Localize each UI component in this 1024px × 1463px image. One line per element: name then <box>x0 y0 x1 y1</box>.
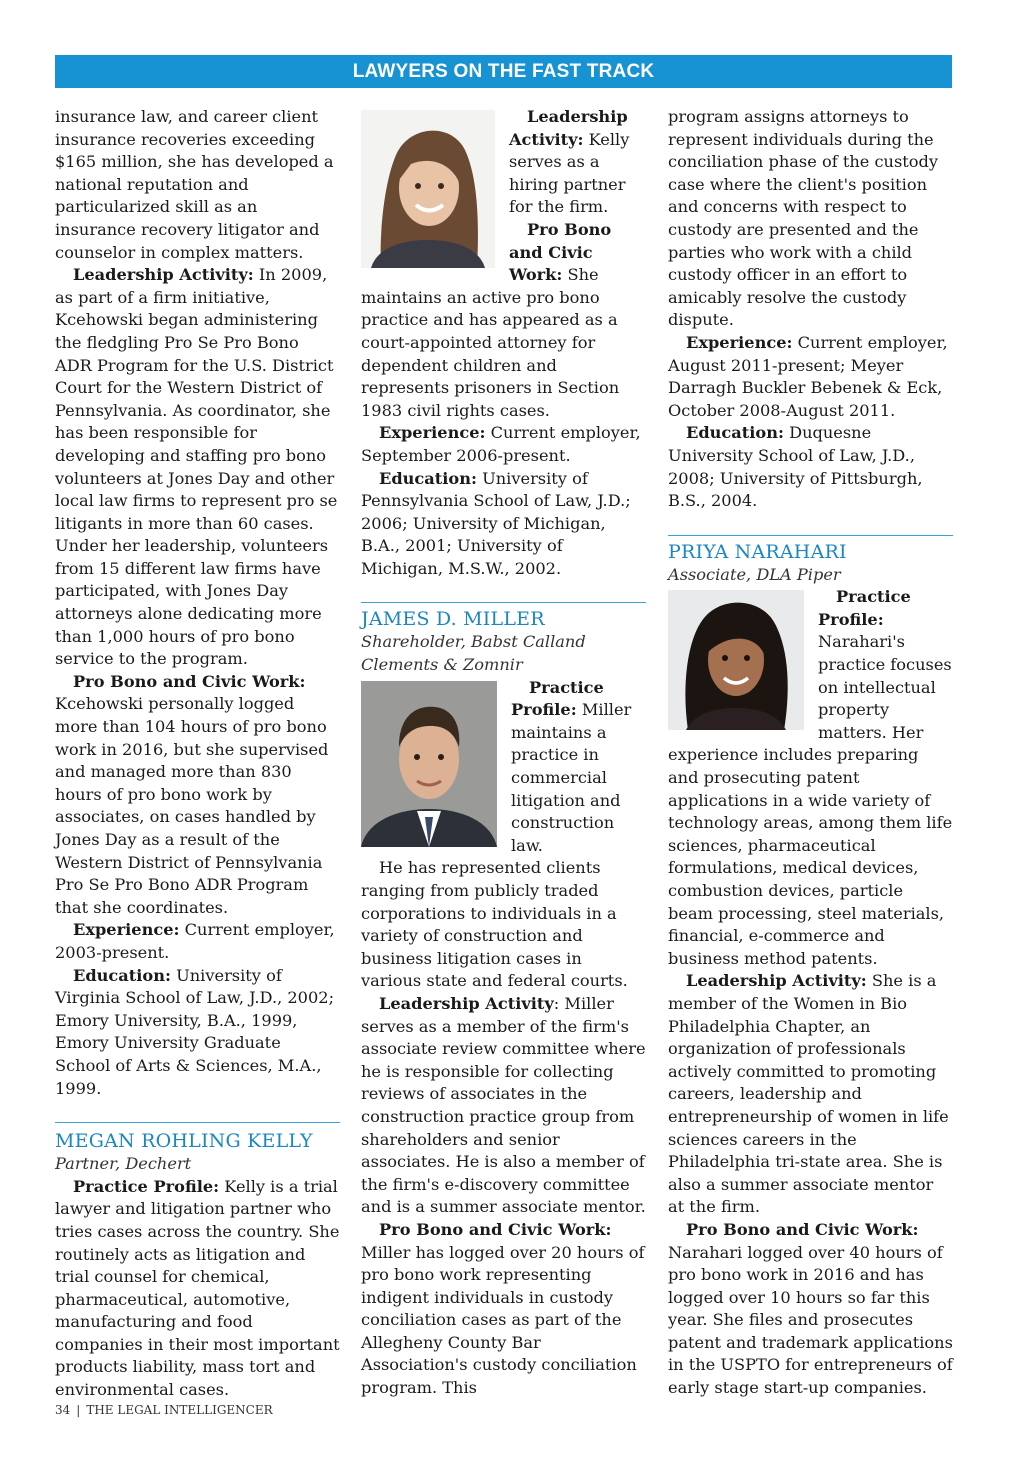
miller-practice-paragraph: Practice Profile: Miller maintains a practice in commercial litigation and construction law. <box>511 677 632 855</box>
publication-name: THE LEGAL INTELLIGENCER <box>86 1403 273 1417</box>
narahari-leadership-paragraph: Leadership Activity: She is a member of the Women in Bio Philadelphia Chapter, an organization of professionals actively committed to promoting careers, leadership and entrepreneurship of women in life sciences careers in the Philadelphia tri-state area. She is also a summer associate mentor at the firm. <box>668 971 949 1217</box>
miller-photo <box>361 681 497 847</box>
profile-title-narahari: Associate, DLA Piper <box>668 564 841 584</box>
profile-title-miller: Shareholder, Babst Calland Clements & Zomnir <box>361 632 586 675</box>
miller-practice-paragraph-2: He has represented clients ranging from publicly traded corporations to individuals in a variety of construction and business litigation cases in various state and federal courts. <box>361 858 628 991</box>
column-2 <box>361 106 646 1400</box>
profile-title-kelly: Partner, Dechert <box>55 1154 192 1174</box>
profile-name-narahari: PRIYA NARAHARI <box>668 540 847 563</box>
kelly-education-paragraph: Education: University of Pennsylvania School of Law, J.D.; 2006; University of Michigan, B.A., 2001; University of Michigan, M.S.W., 2002. <box>361 468 631 578</box>
kelly-probono-paragraph: Pro Bono and Civic Work: She maintains an active pro bono practice and has appeared as a court-appointed attorney for dependent children and represents prisoners in Section 1983 civil rights cases. <box>361 219 620 420</box>
miller-experience-paragraph: Experience: Current employer, August 2011-present; Meyer Darragh Buckler Bebenek & Eck, October 2008-August 2011. <box>668 332 948 420</box>
kelly-experience-paragraph: Experience: Current employer, September 2006-present. <box>361 423 641 465</box>
section-banner: LAWYERS ON THE FAST TRACK <box>55 55 952 88</box>
column-1 <box>55 106 340 1402</box>
miller-leadership-paragraph: Leadership Activity: Miller serves as a member of the firm's associate review committee where he is responsible for collecting reviews of associates in the construction practice group from shareholders and senior associates. He is also a member of the firm's e-discovery committee and is a summer associate mentor. <box>361 993 646 1217</box>
probono-paragraph: Pro Bono and Civic Work: Kcehowski personally logged more than 104 hours of pro bono work in 2016, but she supervised and managed more than 830 hours of pro bono work by associates, on cases handled by Jones Day as a result of the Western District of Pennsylvania Pro Se Pro Bono ADR Program that she coordinates. <box>55 671 329 917</box>
kelly-leadership-paragraph: Leadership Activity: Kelly serves as a hiring partner for the firm. <box>509 107 630 217</box>
narahari-practice-paragraph: Practice Profile: Narahari's practice focuses on intellectual property matters. Her experience includes preparing and prosecuting patent applications in a wide variety of technology areas, among them life sciences, pharmaceutical formulations, medical devices, combustion devices, particle beam processing, steel materials, financial, e-commerce and business method patents. <box>668 587 953 968</box>
portrait-image <box>668 590 804 730</box>
column-3 <box>668 106 953 1400</box>
portrait-image <box>361 110 495 268</box>
footer-separator: | <box>76 1403 81 1417</box>
page-number: 34 <box>55 1403 71 1417</box>
education-paragraph: Education: University of Virginia School of Law, J.D., 2002; Emory University, B.A., 1999, Emory University Graduate School of Arts & Sciences, M.A., 1999. <box>55 965 335 1098</box>
kelly-photo <box>361 110 495 268</box>
leadership-paragraph: Leadership Activity: In 2009, as part of a firm initiative, Kcehowski began administering the fledgling Pro Se Pro Bono ADR Program for the U.S. District Court for the Western District of Pennsylvania. As coordinator, she has been responsible for developing and staffing pro bono volunteers at Jones Day and other local law firms to represent pro se litigants in more than 60 cases. Under her leadership, volunteers from 15 different law firms have participated, with Jones Day attorneys alone dedicating more than 1,000 hours of pro bono service to the program. <box>55 265 338 669</box>
intro-paragraph: insurance law, and career client insurance recoveries exceeding $165 million, she has developed a national reputation and particularized skill as an insurance recovery litigator and counselor in complex matters. <box>55 107 334 262</box>
miller-probono-paragraph: Pro Bono and Civic Work: Miller has logged over 20 hours of pro bono work representing indigent individuals in custody conciliation cases as part of the Allegheny County Bar Association's custody conciliation program. This <box>361 1219 645 1398</box>
profile-name-kelly: MEGAN ROHLING KELLY <box>55 1130 313 1153</box>
kelly-practice-paragraph: Practice Profile: Kelly is a trial lawyer and litigation partner who tries cases across the country. She routinely acts as litigation and trial counsel for chemical, pharmaceutical, automotive, manufacturing and food companies in their most important products liability, mass tort and environmental cases. <box>55 1176 340 1400</box>
miller-education-paragraph: Education: Duquesne University School of Law, J.D., 2008; University of Pittsburgh, B.S., 2004. <box>668 423 923 511</box>
experience-paragraph: Experience: Current employer, 2003-present. <box>55 920 335 962</box>
profile-name-miller: JAMES D. MILLER <box>361 608 545 631</box>
narahari-probono-paragraph: Pro Bono and Civic Work: Narahari logged over 40 hours of pro bono work in 2016 and has logged over 10 hours so far this year. She files and prosecutes patent and trademark applications in the USPTO for entrepreneurs of early stage start-up companies. <box>668 1219 953 1398</box>
narahari-photo <box>668 590 804 730</box>
portrait-image <box>361 681 497 847</box>
page-footer <box>55 1403 273 1417</box>
miller-probono-continued: program assigns attorneys to represent individuals during the conciliation phase of the custody case where the client's position and concerns with respect to custody are presented and the parties who work with a child custody officer in an effort to amicably resolve the custody dispute. <box>668 107 939 330</box>
